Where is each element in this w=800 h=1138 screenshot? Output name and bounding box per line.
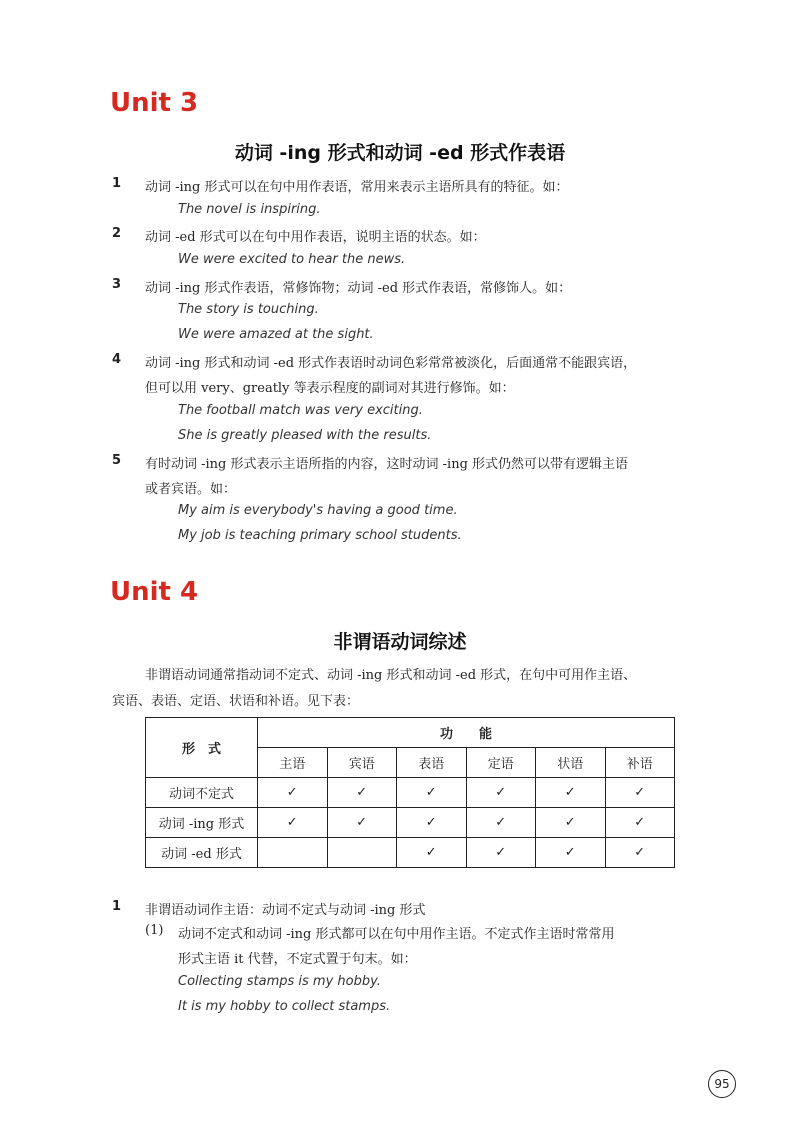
- example-sentence: My job is teaching primary school students.: [178, 528, 462, 543]
- sub-item-number: (1): [145, 923, 164, 938]
- column-header: 状语: [536, 748, 606, 778]
- item-text: 动词 -ing 形式和动词 -ed 形式作表语时动词色彩常常被淡化，后面通常不能跟宾语，: [145, 356, 637, 371]
- check-cell: ✓: [397, 778, 467, 808]
- check-cell: ✓: [327, 808, 397, 838]
- check-cell: ✓: [466, 778, 536, 808]
- column-header: 表语: [397, 748, 467, 778]
- row-label: 动词 -ing 形式: [146, 808, 258, 838]
- form-header: 形 式: [146, 718, 258, 778]
- example-sentence: The football match was very exciting.: [178, 403, 423, 418]
- non-finite-verbs-table: [145, 717, 675, 868]
- table-row: [146, 838, 675, 868]
- intro-text: 宾语、表语、定语、状语和补语。见下表：: [112, 694, 360, 709]
- item-text: 动词 -ing 形式可以在句中用作表语，常用来表示主语所具有的特征。如：: [145, 180, 569, 195]
- example-sentence: Collecting stamps is my hobby.: [178, 974, 381, 989]
- example-sentence: It is my hobby to collect stamps.: [178, 999, 391, 1014]
- check-cell: ✓: [605, 808, 675, 838]
- column-header: 主语: [258, 748, 328, 778]
- check-cell: ✓: [536, 808, 606, 838]
- item-number: 1: [112, 899, 122, 914]
- item-text: 非谓语动词作主语：动词不定式与动词 -ing 形式: [145, 903, 426, 918]
- check-cell: ✓: [258, 778, 328, 808]
- check-cell: ✓: [258, 808, 328, 838]
- column-header: 宾语: [327, 748, 397, 778]
- column-header: 补语: [605, 748, 675, 778]
- check-cell: ✓: [397, 838, 467, 868]
- example-sentence: She is greatly pleased with the results.: [178, 428, 432, 443]
- check-cell: [327, 838, 397, 868]
- check-cell: ✓: [605, 838, 675, 868]
- check-cell: ✓: [536, 778, 606, 808]
- example-sentence: The story is touching.: [178, 302, 319, 317]
- table-row: [146, 778, 675, 808]
- check-cell: [258, 838, 328, 868]
- item-number: 1: [112, 176, 122, 191]
- item-text: 或者宾语。如：: [145, 482, 237, 497]
- item-number: 4: [112, 352, 122, 367]
- example-sentence: The novel is inspiring.: [178, 202, 321, 217]
- example-sentence: We were excited to hear the news.: [178, 252, 406, 267]
- column-header: 定语: [466, 748, 536, 778]
- intro-text: 非谓语动词通常指动词不定式、动词 -ing 形式和动词 -ed 形式，在句中可用作主语、: [145, 668, 637, 683]
- check-cell: ✓: [536, 838, 606, 868]
- item-text: 动词 -ed 形式可以在句中用作表语，说明主语的状态。如：: [145, 230, 486, 245]
- check-cell: ✓: [466, 838, 536, 868]
- example-sentence: My aim is everybody's having a good time.: [178, 503, 458, 518]
- item-text: 动词 -ing 形式作表语，常修饰物；动词 -ed 形式作表语，常修饰人。如：: [145, 281, 572, 296]
- item-number: 5: [112, 453, 122, 468]
- check-cell: ✓: [466, 808, 536, 838]
- unit-4-title: Unit 4: [110, 577, 199, 607]
- unit-3-section-title: 动词 -ing 形式和动词 -ed 形式作表语: [234, 142, 566, 164]
- item-number: 2: [112, 226, 122, 241]
- page-number: 95: [708, 1070, 736, 1098]
- item-number: 3: [112, 277, 122, 292]
- example-sentence: We were amazed at the sight.: [178, 327, 374, 342]
- row-label: 动词 -ed 形式: [146, 838, 258, 868]
- unit-4-section-title: 非谓语动词综述: [333, 631, 467, 653]
- sub-item-text: 形式主语 it 代替，不定式置于句末。如：: [178, 952, 417, 967]
- row-label: 动词不定式: [146, 778, 258, 808]
- item-text: 有时动词 -ing 形式表示主语所指的内容，这时动词 -ing 形式仍然可以带有逻辑主语: [145, 457, 629, 472]
- item-text: 但可以用 very、greatly 等表示程度的副词对其进行修饰。如：: [145, 381, 515, 396]
- check-cell: ✓: [327, 778, 397, 808]
- table-row: [146, 808, 675, 838]
- check-cell: ✓: [397, 808, 467, 838]
- sub-item-text: 动词不定式和动词 -ing 形式都可以在句中用作主语。不定式作主语时常常用: [178, 927, 615, 942]
- function-header: 功 能: [258, 718, 675, 748]
- unit-3-title: Unit 3: [110, 88, 199, 118]
- check-cell: ✓: [605, 778, 675, 808]
